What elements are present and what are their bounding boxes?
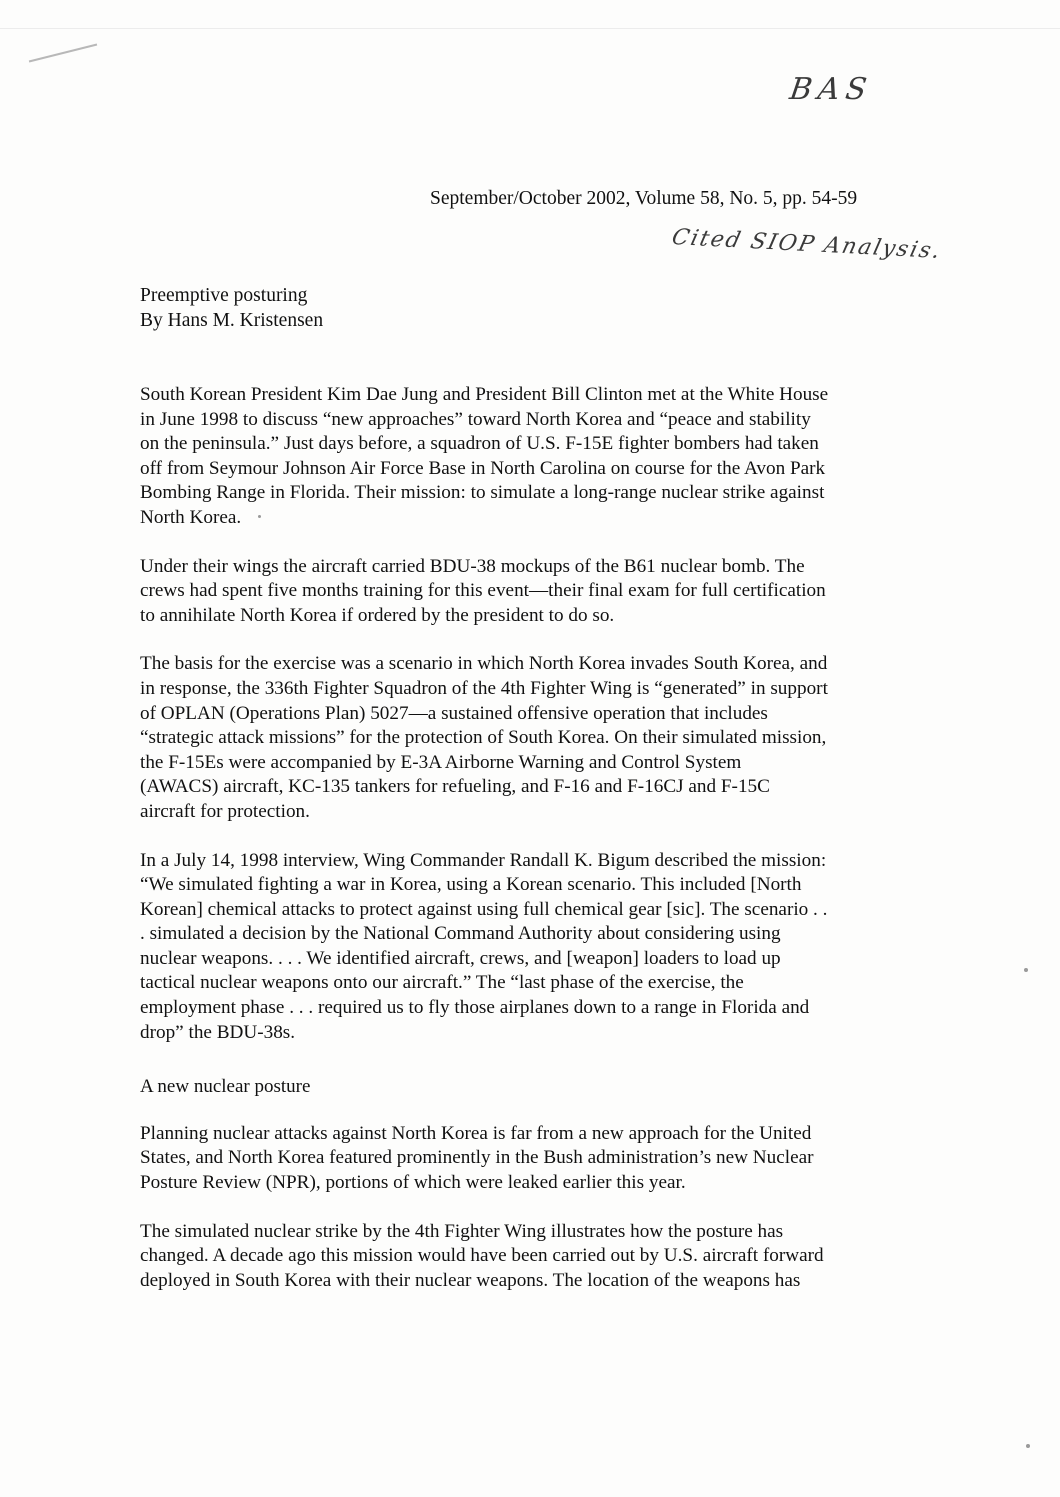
article-header <box>140 283 323 333</box>
article-byline: By Hans M. Kristensen <box>140 310 324 331</box>
article-title: Preemptive posturing <box>140 285 308 306</box>
handwritten-initials: BAS <box>787 72 875 107</box>
paragraph: South Korean President Kim Dae Jung and President Bill Clinton met at the White House in June 1998 to discuss “new approaches” toward North Korea and “peace and stability on the peninsula.” Just days before, a squadron of U.S. F-15E fighter bombers had taken off from Seymour Johnson Air Force Base in North Carolina on course for the Avon Park Bombing Range in Florida. Their mission: to simulate a long-range nuclear strike against North Korea. <box>140 384 829 528</box>
scan-speck <box>1024 968 1028 972</box>
paragraph: The simulated nuclear strike by the 4th Fighter Wing illustrates how the posture has changed. A decade ago this mission would have been carried out by U.S. aircraft forward deployed in South Korea with their nuclear weapons. The location of the weapons has <box>140 1220 824 1291</box>
paragraph: In a July 14, 1998 interview, Wing Commander Randall K. Bigum described the mission: “We simulated fighting a war in Korea, using a Korean scenario. This included [North Korean] chemical attacks to protect against using full chemical gear [sic]. The scenario . . . simulated a decision by the National Command Authority about considering using nuclear weapons. . . . We identified aircraft, crews, and [weapon] loaders to load up tactical nuclear weapons onto our aircraft.” The “last phase of the exercise, the employment phase . . . required us to fly those airplanes down to a range in Florida and drop” the BDU-38s. <box>140 849 828 1043</box>
handwritten-note: Cited SIOP Analysis. <box>669 225 945 264</box>
paragraph: Under their wings the aircraft carried BDU-38 mockups of the B61 nuclear bomb. The crews had spent five months training for this event—their final exam for full certification to annihilate North Korea if ordered by the president to do so. <box>140 555 826 626</box>
section-heading: A new nuclear posture <box>140 1076 311 1098</box>
scan-streak <box>0 28 1060 29</box>
paragraph: Planning nuclear attacks against North Korea is far from a new approach for the United States, and North Korea featured prominently in the Bush administration’s new Nuclear Posture Review (NPR), portions of which were leaked earlier this year. <box>140 1122 814 1194</box>
scan-streak <box>29 44 97 63</box>
citation-line: September/October 2002, Volume 58, No. 5, pp. 54-59 <box>430 188 858 209</box>
paragraph: The basis for the exercise was a scenario in which North Korea invades South Korea, and in response, the 336th Fighter Squadron of the 4th Fighter Wing is “generated” in support of OPLAN (Operations Plan) 5027—a sustained offensive operation that includes “strategic attack missions” for the protection of South Korea. On their simulated mission, the F-15Es were accompanied by E-3A Airborne Warning and Control System (AWACS) aircraft, KC-135 tankers for refueling, and F-16 and F-16CJ and F-15C aircraft for protection. <box>140 653 828 822</box>
article-body <box>140 383 920 1317</box>
scan-speck <box>1026 1444 1030 1448</box>
